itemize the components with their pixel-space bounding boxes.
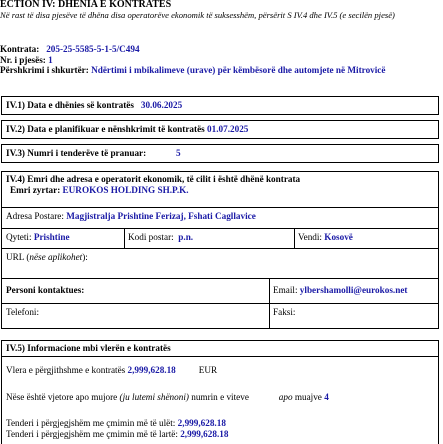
contact-label: Personi kontaktues: <box>6 285 85 295</box>
duration-label-em: (ju lutemi shënoni) <box>119 392 189 402</box>
total-value-label: Vlera e përgjithshme e kontratës <box>6 365 126 375</box>
short-description-line <box>0 65 385 75</box>
phone-cell <box>2 304 269 328</box>
total-value-line <box>6 365 217 375</box>
section-note <box>0 10 440 21</box>
section-iv1-box <box>1 96 439 115</box>
email-value[interactable]: ylbershamolli@eurokos.net <box>299 285 408 295</box>
section-iv3-value: 5 <box>176 148 181 158</box>
currency: EUR <box>198 365 218 375</box>
country-cell <box>294 229 438 248</box>
contact-cell <box>2 279 269 303</box>
official-name-label: Emri zyrtar: <box>10 185 61 195</box>
duration-line <box>6 392 329 402</box>
section-note-em: (e secilën pjesë) <box>339 10 395 20</box>
city-row <box>2 228 438 248</box>
url-label: URL ( <box>6 252 30 262</box>
highest-tender-line <box>6 429 228 439</box>
city-cell <box>2 229 124 248</box>
url-label-em: nëse aplikohet <box>29 252 83 262</box>
postal-value: p.n. <box>178 232 194 242</box>
section-note-text: Në rast të disa pjesëve të dhëna disa operatorëve ekonomik të suksesshëm, përsërit S IV.4 dhe IV.5 <box>0 10 340 20</box>
postal-cell <box>124 229 294 248</box>
highest-tender-value: 2,999,628.18 <box>180 429 229 439</box>
section-iv1-label: IV.1) Data e dhënies së kontratës 30.06.2025 <box>6 100 183 110</box>
contact-row <box>2 278 438 303</box>
email-cell <box>269 279 439 303</box>
official-name-value: EUROKOS HOLDING SH.P.K. <box>62 185 189 195</box>
section-iv3-label: IV.3) Numri i tenderëve të pranuar: 5 <box>6 148 181 158</box>
url-row <box>2 248 438 278</box>
section-iv4-heading: IV.4) Emri dhe adresa e operatorit ekonomik, të cilit i është dhënë kontrata <box>6 174 301 184</box>
city-value: Prishtine <box>33 232 70 242</box>
url-label-tail: ): <box>82 252 88 262</box>
address-value: Magjistralja Prishtine Ferizaj, Fshati Cagllavice <box>66 211 256 221</box>
country-label: Vendi: <box>298 232 322 242</box>
contract-number-line <box>0 44 140 54</box>
highest-tender-label: Tenderi i përgjegjshëm me çmimin më të lartë: <box>6 429 178 439</box>
contract-number-label: Kontrata: <box>0 44 40 54</box>
section-iv2-box <box>1 120 439 139</box>
section-title: ECTION IV: DHËNIA E KONTRATËS <box>0 0 172 10</box>
total-value: 2,999,628.18 <box>127 365 176 375</box>
duration-label: Nëse është vjetore apo mujore <box>6 392 120 402</box>
city-label: Qyteti: <box>6 232 32 242</box>
section-iv2-label: IV.2) Data e planifikuar e nënshkrimit të kontratës 01.07.2025 <box>6 124 249 134</box>
section-iv3-box <box>1 144 439 163</box>
short-description-value: Ndërtimi i mbikalimeve (urave) për këmbësorë dhe automjete në Mitrovicë <box>91 65 386 75</box>
short-description-label: Përshkrimi i shkurtër: <box>0 65 89 75</box>
email-label: Email: <box>273 285 298 295</box>
address-cell <box>2 208 438 228</box>
section-iv4-box <box>1 171 439 329</box>
address-label: Adresa Postare: <box>6 211 64 221</box>
lowest-tender-line <box>6 418 226 428</box>
phone-label: Telefoni: <box>6 307 40 317</box>
section-iv5-separator <box>2 356 438 357</box>
years-label: numrin e viteve <box>188 392 249 402</box>
part-number-label: Nr. i pjesës: <box>0 55 46 65</box>
contract-number-value: 205-25-5585-5-1-5/C494 <box>46 44 140 54</box>
lowest-tender-label: Tenderi i përgjegjshëm me çmimin më të ulët: <box>6 418 176 428</box>
part-number-line <box>0 55 53 65</box>
country-value: Kosovë <box>324 232 353 242</box>
postal-label: Kodi postar: <box>128 232 174 242</box>
months-value: 4 <box>324 392 329 402</box>
part-number-value: 1 <box>48 55 53 65</box>
section-iv5-heading: IV.5) Informacione mbi vlerën e kontratës <box>6 343 171 353</box>
months-label: muajve <box>292 392 322 402</box>
phone-row <box>2 303 438 328</box>
lowest-tender-value: 2,999,628.18 <box>177 418 226 428</box>
months-em: apo <box>278 392 293 402</box>
fax-label: Faksi: <box>273 307 296 317</box>
fax-cell <box>269 304 439 328</box>
url-cell <box>2 249 438 278</box>
address-row <box>2 207 438 228</box>
official-name-line <box>10 185 189 195</box>
section-iv1-value: 30.06.2025 <box>140 100 183 110</box>
section-iv5-box <box>1 340 439 444</box>
section-iv2-value: 01.07.2025 <box>207 124 249 134</box>
